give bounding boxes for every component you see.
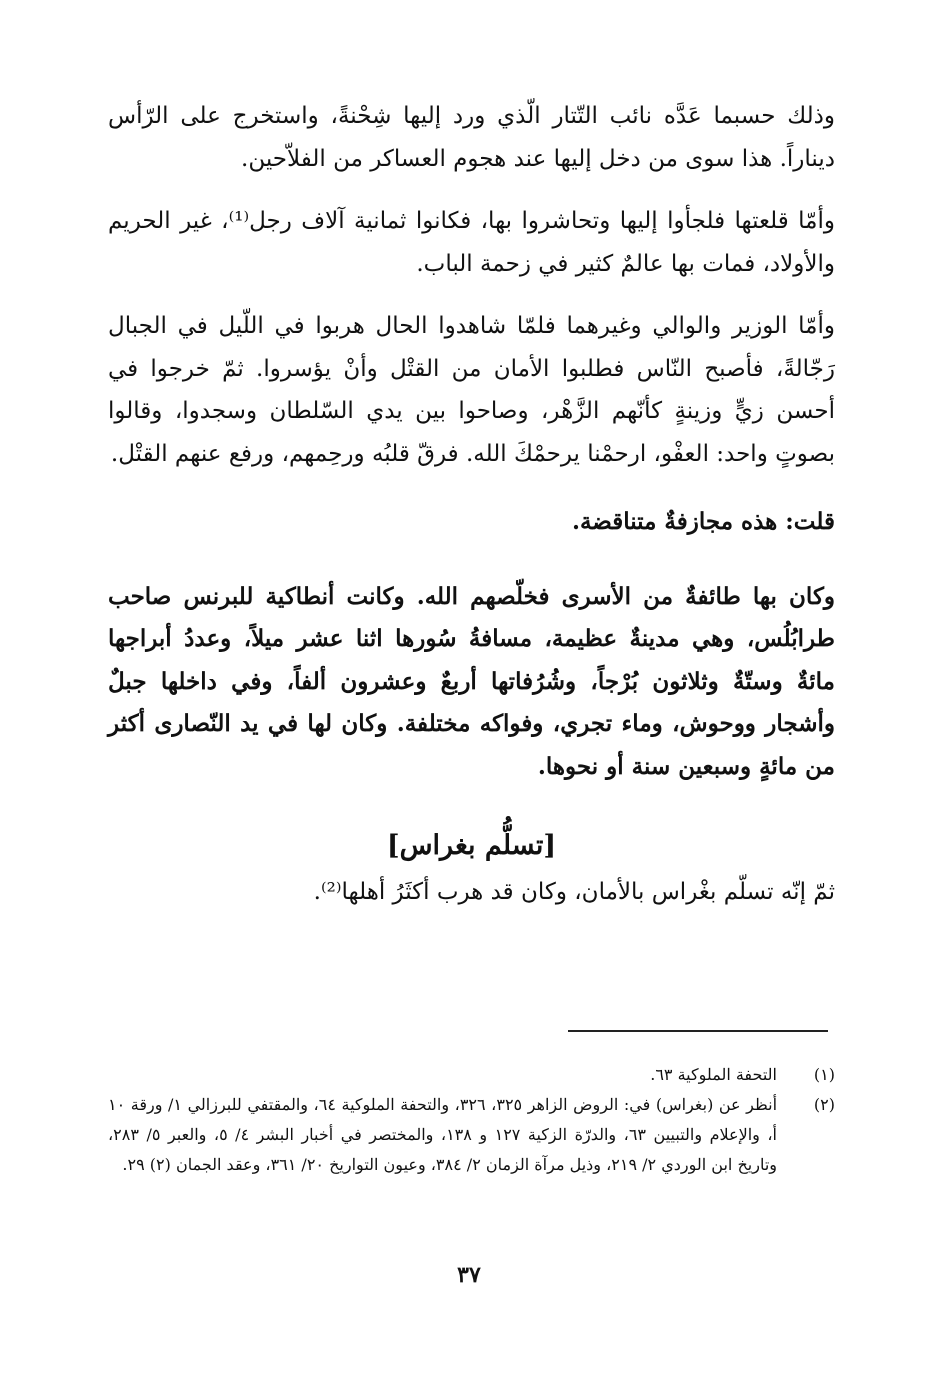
paragraph-after-heading: ثمّ إنّه تسلّم بغْراس بالأمان، وكان قد هرب أكثَرُ أهلها⁽²⁾. xyxy=(313,879,835,905)
paragraph-2: وأمّا قلعتها فلجأوا إليها وتحاشروا بها، فكانوا ثمانية آلاف رجل⁽¹⁾، غير الحريم والأولاد، فمات بها عالمٌ كثير في زحمة الباب. xyxy=(108,208,835,277)
footnote xyxy=(108,1090,835,1180)
footnote-text: التحفة الملوكية ٦٣. xyxy=(650,1065,777,1084)
main-text xyxy=(108,95,835,912)
paragraph-3: وأمّا الوزير والوالي وغيرهما فلمّا شاهدوا الحال هربوا في اللّيل في الجبال رَجّالةً، فأصبح النّاس فطلبوا الأمان من القتْل وأنْ يؤسروا. ثمّ خرجوا في أحسن زيٍّ وزينةٍ كأنّهم الزَّهْر، وصاحوا بين يدي السّلطان وسجدوا، وقالوا بصوتٍ واحد: العفْو، ارحمْنا يرحمْكَ الله. فرقّ قلبُه ورحِمهم، ورفع عنهم القتْل. xyxy=(108,313,835,467)
footnote-number: (١) xyxy=(813,1065,835,1084)
section-heading: [تسلُّم بغراس] xyxy=(386,830,557,861)
page-number: ٣٧ xyxy=(457,1262,481,1288)
footnote xyxy=(108,1060,835,1090)
footnote-text: أنظر عن (بغراس) في: الروض الزاهر ٣٢٥، ٣٢٦، والتحفة الملوكية ٦٤، والمقتفي للبرزالي ١/ ورقة ١٠ أ، والإعلام والتبيين ٦٣، والدرّة الزكية ١٢٧ و ١٣٨، والمختصر في أخبار البشر ٤/ ٥، والعبر ٥/ ٢٨٣، وتاريخ ابن الوردي ٢/ ٢١٩، وذيل مرآة الزمان ٢/ ٣٨٤، وعيون التواريخ ٢٠/ ٣٦١، وعقد الجمان (٢) ٢٩. xyxy=(108,1095,778,1174)
footnote-number: (٢) xyxy=(813,1095,835,1114)
paragraph-1: وذلك حسبما عَدَّه نائب التّتار الّذي ورد إليها شِحْنةً، واستخرج على الرّأس ديناراً. هذا سوى من دخل إليها عند هجوم العساكر من الفلاّحين. xyxy=(108,103,835,172)
qult-remark: قلت: هذه مجازفةٌ متناقضة. xyxy=(571,508,835,535)
antioch-paragraph: وكان بها طائفةٌ من الأسرى فخلّصهم الله. وكانت أنطاكية للبرنس صاحب طرابُلُس، وهي مدينةٌ عظيمة، مسافةُ سُورها اثنا عشر ميلاً، وعددُ أبراجها مائةٌ وستّةٌ وثلاثون بُرْجاً، وشُرُفاتها أربعٌ وعشرون ألفاً، وفي داخلها جبلٌ وأشجار ووحوش، وماء تجري، وفواكه مختلفة. وكان لها في يد النّصارى أكثر من مائةٍ وسبعين سنة أو نحوها. xyxy=(108,582,835,780)
footnotes xyxy=(108,1060,835,1180)
footnote-separator xyxy=(568,1030,828,1032)
